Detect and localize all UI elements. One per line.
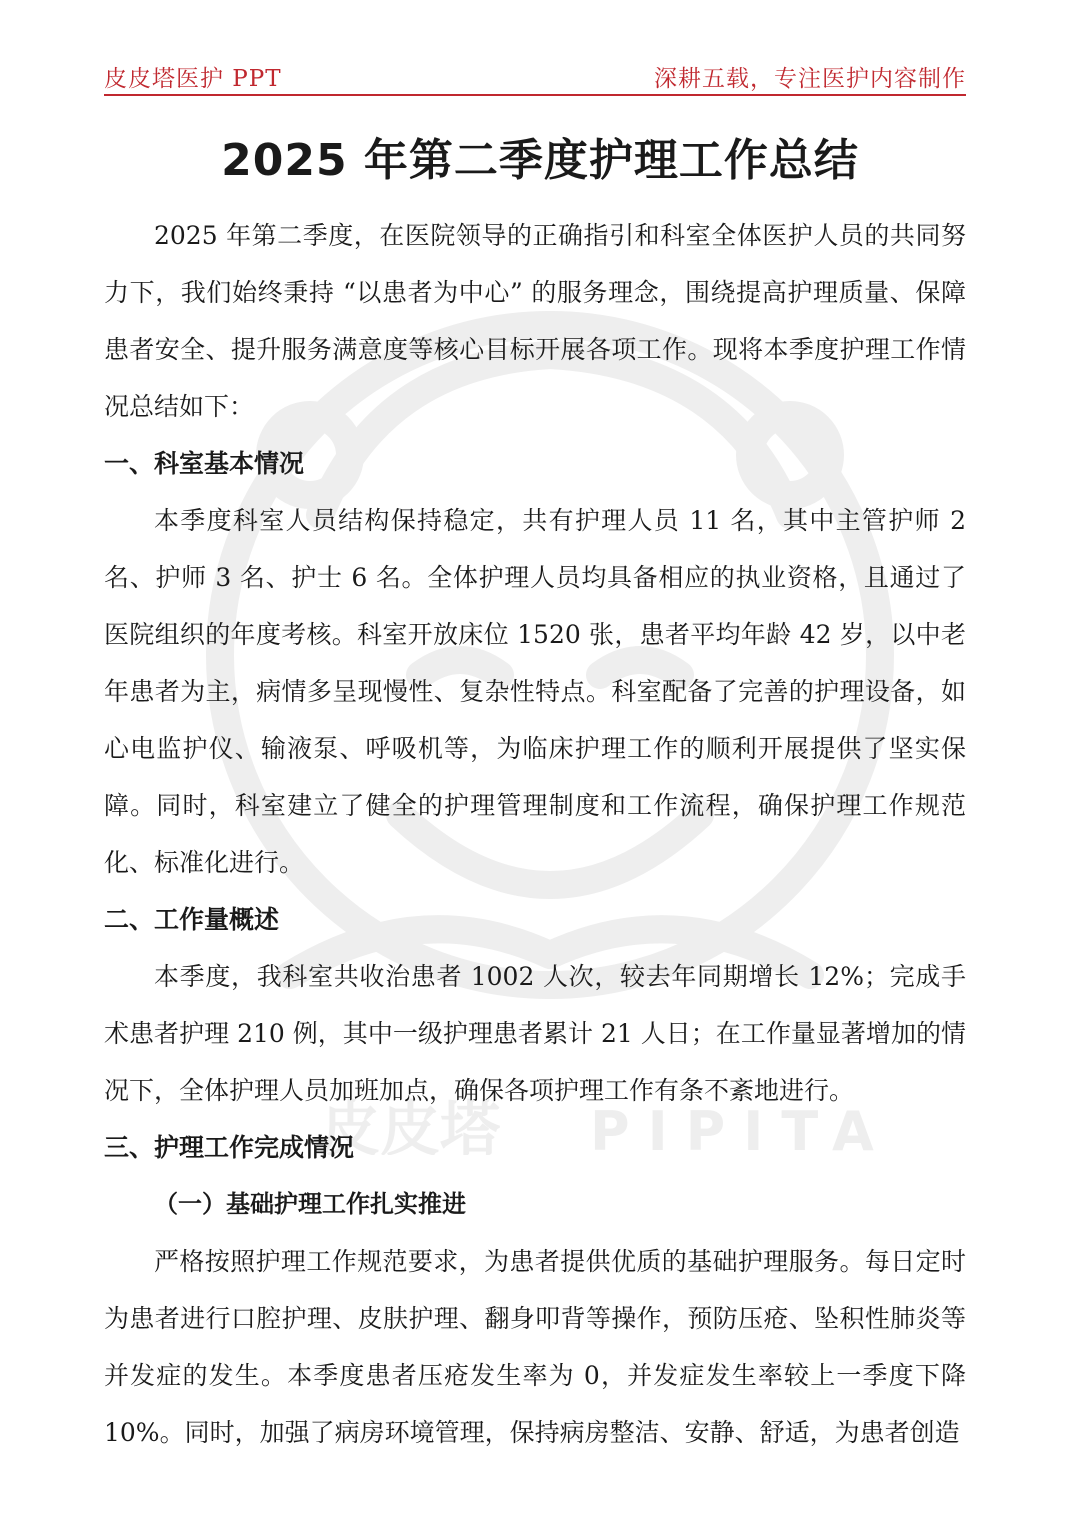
section-paragraph-2: 本季度，我科室共收治患者 1002 人次，较去年同期增长 12%；完成手术患者护理 210 例，其中一级护理患者累计 21 人日；在工作量显著增加的情况下，全体护理人员加班加点，确保各项护理工作有条不紊地进行。 bbox=[104, 962, 966, 1105]
section-heading-2: 二、工作量概述 bbox=[104, 905, 280, 934]
header-slogan: 深耕五载，专注医护内容制作 bbox=[654, 66, 966, 92]
watermark-text-cn: 皮皮塔 bbox=[320, 1095, 500, 1155]
page-header bbox=[104, 58, 966, 96]
section-heading-3: 三、护理工作完成情况 bbox=[104, 1133, 355, 1162]
header-brand: 皮皮塔医护 PPT bbox=[104, 66, 282, 92]
section-heading-1: 一、科室基本情况 bbox=[104, 449, 305, 478]
watermark-text-en: PIPITA bbox=[590, 1100, 892, 1155]
document-title: 2025 年第二季度护理工作总结 bbox=[221, 135, 859, 186]
document-body bbox=[104, 207, 966, 1461]
section-paragraph-1: 本季度科室人员结构保持稳定，共有护理人员 11 名，其中主管护师 2 名、护师 3 名、护士 6 名。全体护理人员均具备相应的执业资格，且通过了医院组织的年度考核。科室开放床位 1520 张，患者平均年龄 42 岁，以中老年患者为主，病情多呈现慢性、复杂性特点。科室配备了完善的护理设备，如心电监护仪、输液泵、呼吸机等，为临床护理工作的顺利开展提供了坚实保障。同时，科室建立了健全的护理管理制度和工作流程，确保护理工作规范化、标准化进行。 bbox=[104, 506, 966, 877]
section-paragraph-3: 严格按照护理工作规范要求，为患者提供优质的基础护理服务。每日定时为患者进行口腔护理、皮肤护理、翻身叩背等操作，预防压疮、坠积性肺炎等并发症的发生。本季度患者压疮发生率为 0，并发症发生率较上一季度下降 10%。同时，加强了病房环境管理，保持病房整洁、安静、舒适，为患者创造 bbox=[104, 1247, 966, 1447]
subsection-heading-3-1: （一）基础护理工作扎实推进 bbox=[154, 1190, 466, 1218]
intro-paragraph: 2025 年第二季度，在医院领导的正确指引和科室全体医护人员的共同努力下，我们始终秉持 “以患者为中心” 的服务理念，围绕提高护理质量、保障患者安全、提升服务满意度等核心目标开展各项工作。现将本季度护理工作情况总结如下： bbox=[104, 221, 966, 421]
